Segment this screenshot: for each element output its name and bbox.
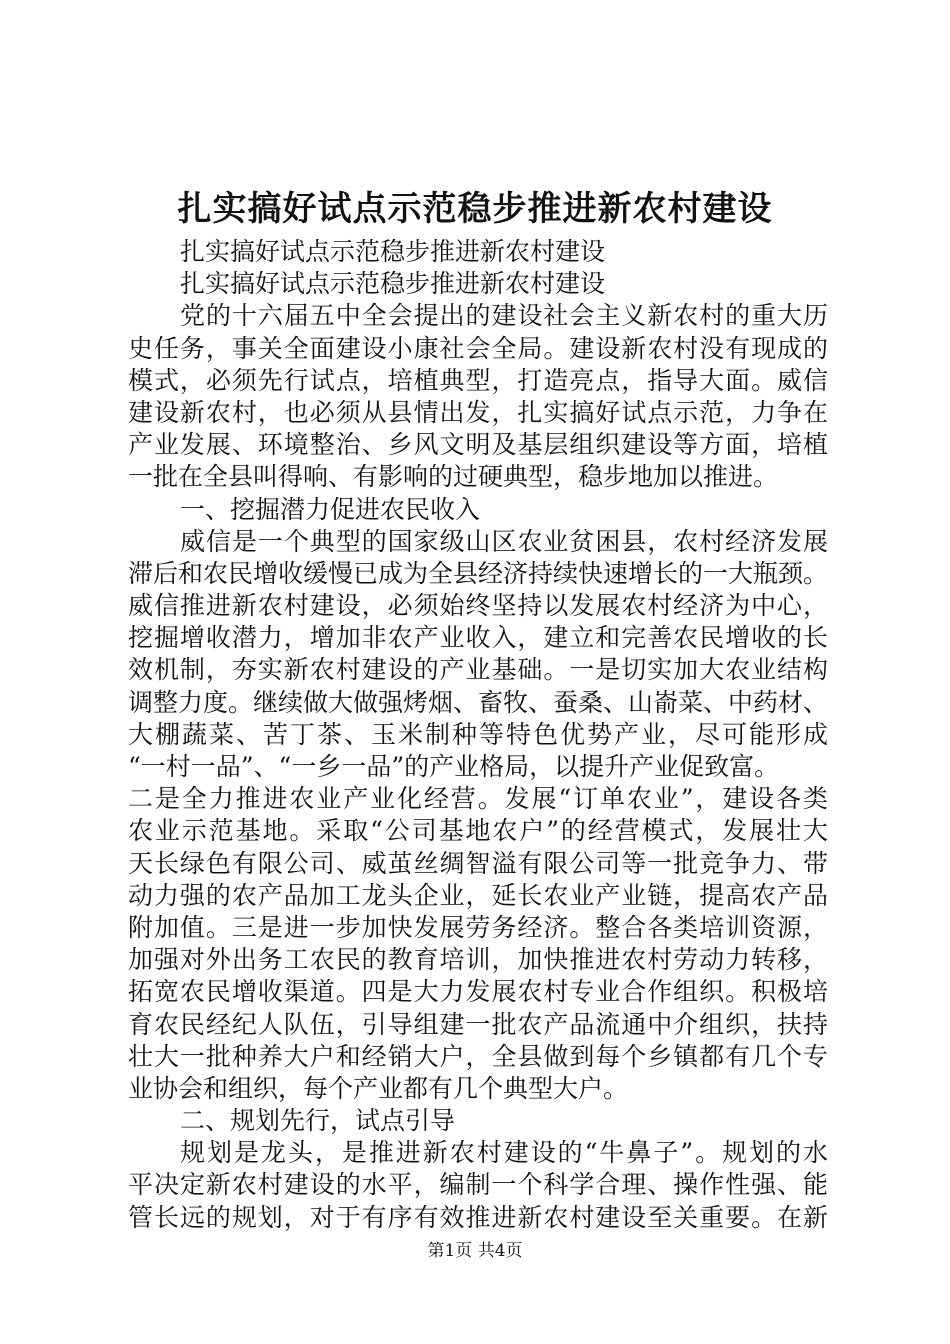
section-heading: 一、挖掘潜力促进农民收入 — [180, 494, 481, 524]
paragraph-line: 天长绿色有限公司、威茧丝绸智溢有限公司等一批竞争力、带 — [128, 848, 828, 878]
paragraph-line: 规划是龙头，是推进新农村建设的“牛鼻子”。规划的水 — [180, 1138, 828, 1168]
paragraph-line: 大棚蔬菜、苦丁茶、玉米制种等特色优势产业，尽可能形成 — [128, 719, 828, 749]
paragraph-line: 附加值。三是进一步加快发展劳务经济。整合各类培训资源， — [128, 912, 828, 942]
paragraph-line: 壮大一批种养大户和经销大户，全县做到每个乡镇都有几个专 — [128, 1041, 828, 1071]
paragraph-line: 一批在全县叫得响、有影响的过硬典型，稳步地加以推进。 — [128, 462, 779, 492]
paragraph-line: 党的十六届五中全会提出的建设社会主义新农村的重大历 — [180, 301, 828, 331]
subtitle-line: 扎实搞好试点示范稳步推进新农村建设 — [180, 237, 606, 266]
paragraph-line: 效机制，夯实新农村建设的产业基础。一是切实加大农业结构 — [128, 655, 828, 685]
paragraph-line: 挖掘增收潜力，增加非农产业收入，建立和完善农民增收的长 — [128, 623, 828, 653]
paragraph-line: 调整力度。继续做大做强烤烟、畜牧、蚕桑、山嵛菜、中药材、 — [128, 687, 829, 717]
paragraph-line: 二是全力推进农业产业化经营。发展“订单农业”，建设各类 — [128, 784, 828, 814]
subtitle-line: 扎实搞好试点示范稳步推进新农村建设 — [180, 269, 606, 299]
paragraph-line: 平决定新农村建设的水平，编制一个科学合理、操作性强、能 — [128, 1170, 828, 1200]
paragraph-line: 农业示范基地。采取“公司基地农户”的经营模式，发展壮大 — [128, 816, 828, 846]
paragraph-line: 建设新农村，也必须从县情出发，扎实搞好试点示范，力争在 — [128, 397, 828, 427]
document-title: 扎实搞好试点示范稳步推进新农村建设 — [177, 189, 773, 229]
section-heading: 二、规划先行，试点引导 — [180, 1106, 456, 1136]
paragraph-line: 拓宽农民增收渠道。四是大力发展农村专业合作组织。积极培 — [128, 977, 828, 1007]
paragraph-line: 模式，必须先行试点，培植典型，打造亮点，指导大面。威信 — [128, 365, 828, 395]
paragraph-line: 业协会和组织，每个产业都有几个典型大户。 — [128, 1073, 629, 1103]
paragraph-line: 滞后和农民增收缓慢已成为全县经济持续快速增长的一大瓶颈。 — [128, 558, 829, 588]
paragraph-line: 史任务，事关全面建设小康社会全局。建设新农村没有现成的 — [128, 333, 828, 363]
paragraph-line: 育农民经纪人队伍，引导组建一批农产品流通中介组织，扶持 — [128, 1009, 828, 1039]
paragraph-line: 管长远的规划，对于有序有效推进新农村建设至关重要。在新 — [128, 1202, 828, 1232]
paragraph-line: 威信推进新农村建设，必须始终坚持以发展农村经济为中心， — [128, 591, 828, 621]
page-number-footer: 第1页 共4页 — [427, 1241, 523, 1261]
paragraph-line: 加强对外出务工农民的教育培训，加快推进农村劳动力转移， — [128, 945, 828, 975]
document-body — [128, 236, 828, 1234]
paragraph-line: 动力强的农产品加工龙头企业，延长农业产业链，提高农产品 — [128, 880, 828, 910]
paragraph-line: 威信是一个典型的国家级山区农业贫困县，农村经济发展 — [180, 526, 828, 556]
paragraph-line: “一村一品”、“一乡一品”的产业格局，以提升产业促致富。 — [128, 752, 780, 781]
paragraph-line: 产业发展、环境整治、乡风文明及基层组织建设等方面，培植 — [128, 430, 828, 460]
